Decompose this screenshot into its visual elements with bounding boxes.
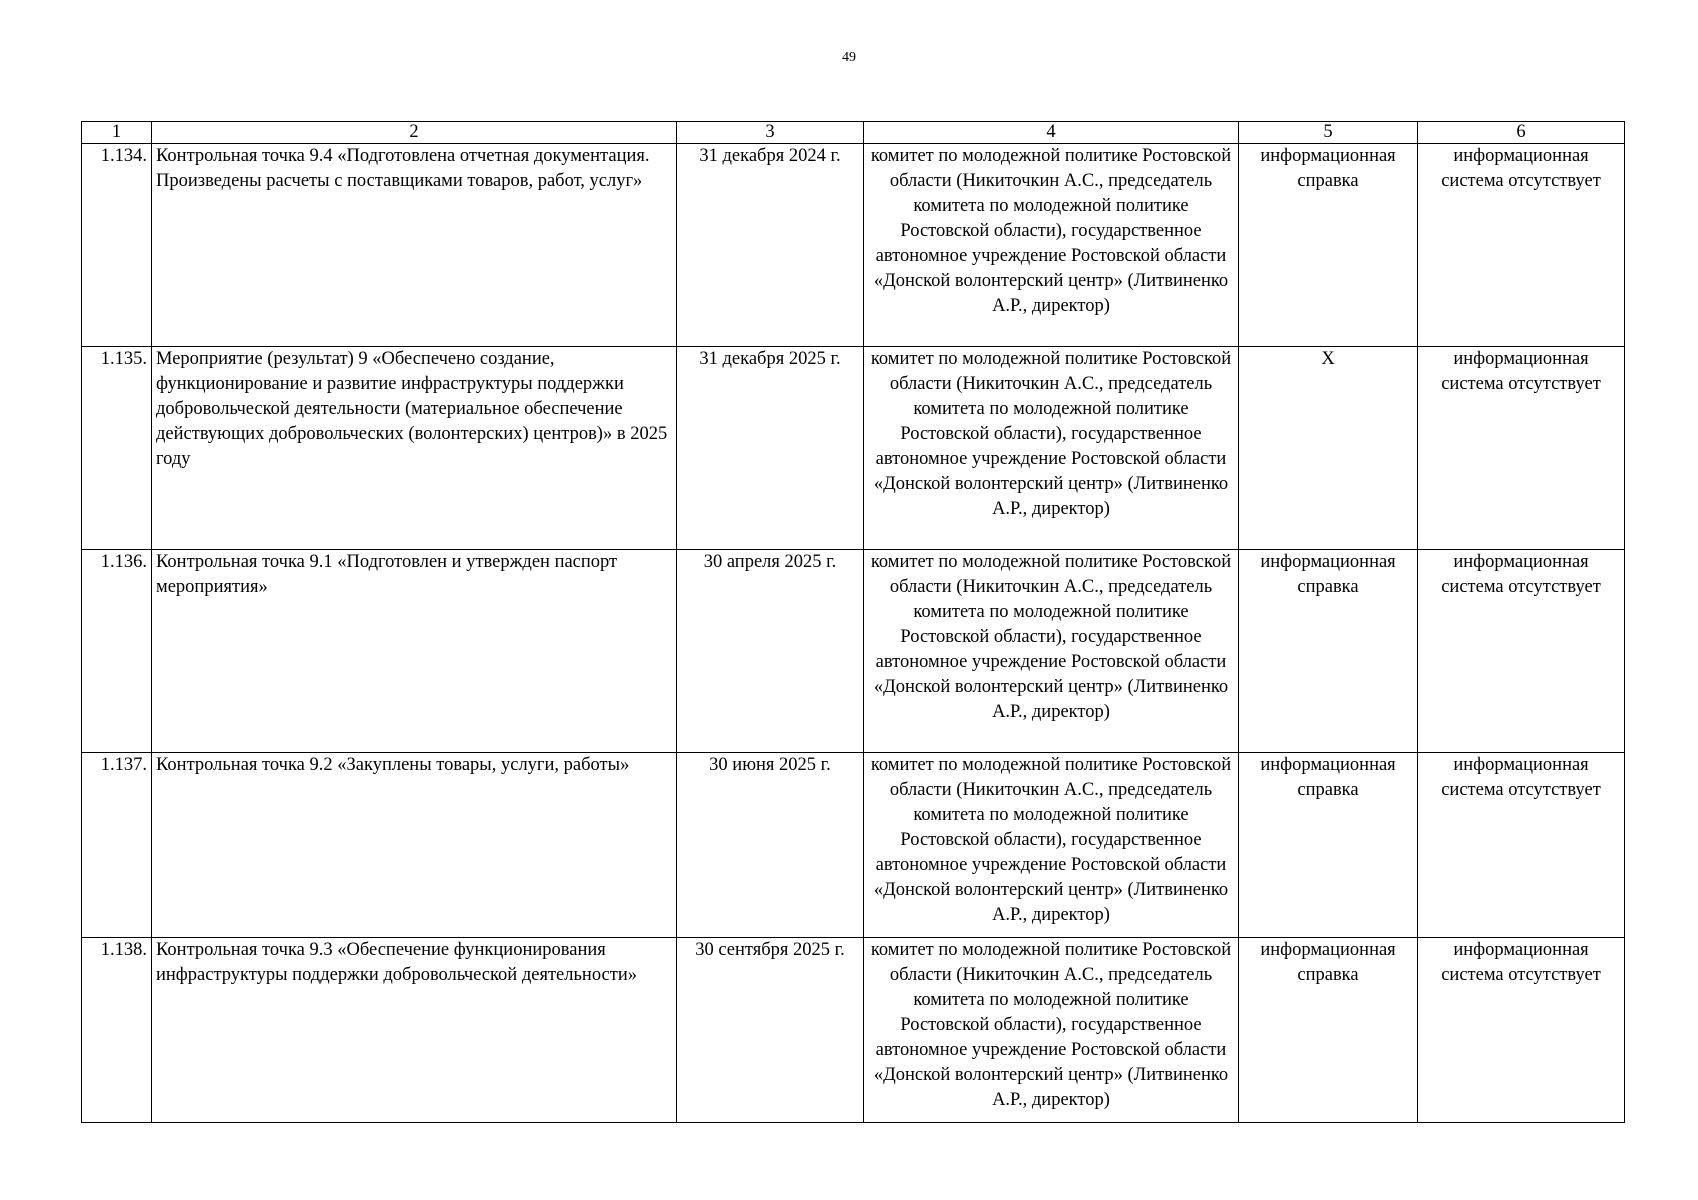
- information-system: информационная система отсутствует: [1418, 347, 1625, 550]
- confirming-document: Х: [1239, 347, 1418, 550]
- responsible-party: комитет по молодежной политике Ростовской области (Никиточкин А.С., председатель комитета по молодежной политике Ростовской области), государственное автономное учреждение Ростовской области «Донской волонтерский центр» (Литвиненко А.Р., директор): [864, 144, 1239, 347]
- event-name: Контрольная точка 9.4 «Подготовлена отчетная документация. Произведены расчеты с поставщиками товаров, работ, услуг»: [152, 144, 677, 347]
- confirming-document: информационная справка: [1239, 144, 1418, 347]
- responsible-party: комитет по молодежной политике Ростовской области (Никиточкин А.С., председатель комитета по молодежной политике Ростовской области), государственное автономное учреждение Ростовской области «Донской волонтерский центр» (Литвиненко А.Р., директор): [864, 753, 1239, 938]
- table-row: [82, 550, 1625, 753]
- column-header-2: 2: [152, 122, 677, 144]
- deadline-date: 30 июня 2025 г.: [677, 753, 864, 938]
- plan-table: [81, 121, 1625, 1123]
- event-name: Контрольная точка 9.1 «Подготовлен и утвержден паспорт мероприятия»: [152, 550, 677, 753]
- information-system: информационная система отсутствует: [1418, 144, 1625, 347]
- column-header-4: 4: [864, 122, 1239, 144]
- confirming-document: информационная справка: [1239, 938, 1418, 1123]
- page-number: 49: [842, 50, 856, 65]
- column-header-3: 3: [677, 122, 864, 144]
- row-number: 1.134.: [82, 144, 152, 347]
- information-system: информационная система отсутствует: [1418, 938, 1625, 1123]
- table-row: [82, 938, 1625, 1123]
- column-header-5: 5: [1239, 122, 1418, 144]
- table-row: [82, 347, 1625, 550]
- deadline-date: 30 апреля 2025 г.: [677, 550, 864, 753]
- row-number: 1.138.: [82, 938, 152, 1123]
- row-number: 1.135.: [82, 347, 152, 550]
- information-system: информационная система отсутствует: [1418, 550, 1625, 753]
- column-header-6: 6: [1418, 122, 1625, 144]
- table-row: [82, 753, 1625, 938]
- confirming-document: информационная справка: [1239, 753, 1418, 938]
- event-name: Контрольная точка 9.2 «Закуплены товары, услуги, работы»: [152, 753, 677, 938]
- deadline-date: 31 декабря 2025 г.: [677, 347, 864, 550]
- deadline-date: 31 декабря 2024 г.: [677, 144, 864, 347]
- confirming-document: информационная справка: [1239, 550, 1418, 753]
- row-number: 1.136.: [82, 550, 152, 753]
- table-row: [82, 144, 1625, 347]
- column-header-1: 1: [82, 122, 152, 144]
- responsible-party: комитет по молодежной политике Ростовской области (Никиточкин А.С., председатель комитета по молодежной политике Ростовской области), государственное автономное учреждение Ростовской области «Донской волонтерский центр» (Литвиненко А.Р., директор): [864, 550, 1239, 753]
- deadline-date: 30 сентября 2025 г.: [677, 938, 864, 1123]
- column-number-header-row: [82, 122, 1625, 144]
- event-name: Мероприятие (результат) 9 «Обеспечено создание, функционирование и развитие инфраструктуры поддержки добровольческой деятельности (материальное обеспечение действующих добровольческих (волонтерских) центров)» в 2025 году: [152, 347, 677, 550]
- information-system: информационная система отсутствует: [1418, 753, 1625, 938]
- row-number: 1.137.: [82, 753, 152, 938]
- event-name: Контрольная точка 9.3 «Обеспечение функционирования инфраструктуры поддержки добровольческой деятельности»: [152, 938, 677, 1123]
- responsible-party: комитет по молодежной политике Ростовской области (Никиточкин А.С., председатель комитета по молодежной политике Ростовской области), государственное автономное учреждение Ростовской области «Донской волонтерский центр» (Литвиненко А.Р., директор): [864, 347, 1239, 550]
- responsible-party: комитет по молодежной политике Ростовской области (Никиточкин А.С., председатель комитета по молодежной политике Ростовской области), государственное автономное учреждение Ростовской области «Донской волонтерский центр» (Литвиненко А.Р., директор): [864, 938, 1239, 1123]
